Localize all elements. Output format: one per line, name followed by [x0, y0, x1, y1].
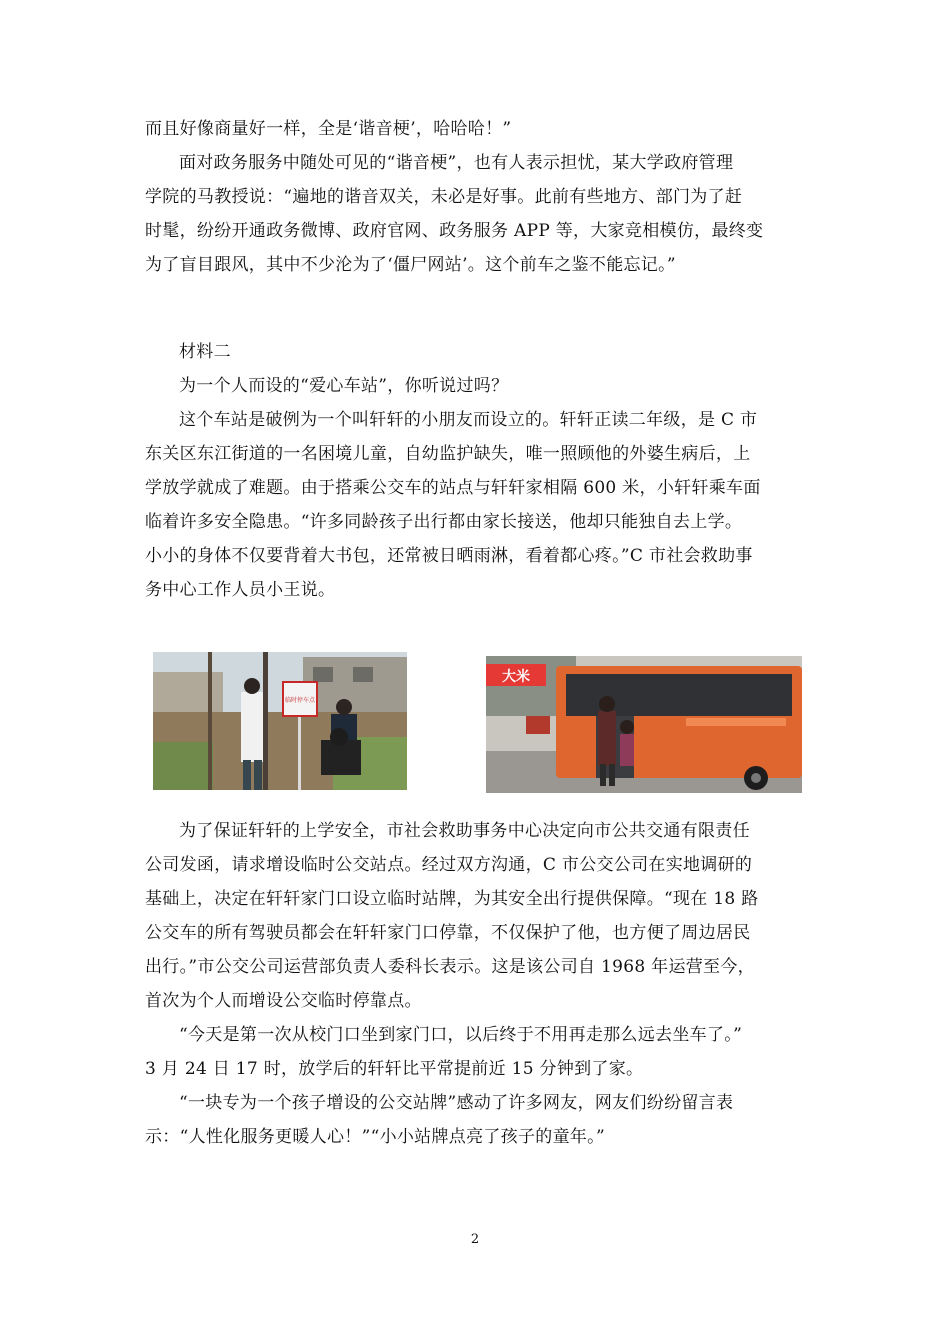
- page-number: 2: [470, 1232, 480, 1247]
- text-line: 公交车的所有驾驶员都会在轩轩家门口停靠，不仅保护了他，也方便了周边居民: [145, 923, 751, 943]
- text-line: 小小的身体不仅要背着大书包，还常被日晒雨淋，看着都心疼。”C 市社会救助事: [145, 546, 753, 566]
- text-line: 学放学就成了难题。由于搭乘公交车的站点与轩轩家相隔 600 米，小轩轩乘车面: [145, 478, 761, 498]
- text-line: 学院的马教授说：“遍地的谐音双关，未必是好事。此前有些地方、部门为了赶: [145, 187, 743, 207]
- photo-installing-sign: [153, 652, 407, 790]
- text-line: 为了盲目跟风，其中不少沦为了‘僵尸网站’。这个前车之鉴不能忘记。”: [145, 255, 676, 275]
- photo-installing-sign-drawing: [153, 652, 407, 790]
- bus-ad-logo: 大米: [502, 669, 530, 685]
- paragraph-block-1: [145, 112, 807, 282]
- text-line: “一块专为一个孩子增设的公交站牌”感动了许多网友，网友们纷纷留言表: [179, 1093, 734, 1113]
- text-line: 3 月 24 日 17 时，放学后的轩轩比平常提前近 15 分钟到了家。: [145, 1059, 644, 1079]
- text-line: 示：“人性化服务更暖人心！”“小小站牌点亮了孩子的童年。”: [145, 1127, 605, 1147]
- paragraph-block-2: [145, 335, 807, 607]
- text-line: 东关区东江街道的一名困境儿童，自幼监护缺失，唯一照顾他的外婆生病后，上: [145, 444, 751, 464]
- text-line: 为了保证轩轩的上学安全，市社会救助事务中心决定向市公共交通有限责任: [179, 821, 750, 841]
- text-line: 基础上，决定在轩轩家门口设立临时站牌，为其安全出行提供保障。“现在 18 路: [145, 889, 759, 909]
- paragraph-block-3: [145, 814, 807, 1154]
- text-line: “今天是第一次从校门口坐到家门口，以后终于不用再走那么远去坐车了。”: [179, 1025, 743, 1045]
- section-heading: 材料二: [179, 342, 231, 362]
- text-line: 面对政务服务中随处可见的“谐音梗”，也有人表示担忧，某大学政府管理: [179, 153, 734, 173]
- photo-bus-stop: [486, 656, 802, 793]
- text-line: 时髦，纷纷开通政务微博、政府官网、政务服务 APP 等，大家竞相模仿，最终变: [145, 221, 764, 241]
- photo-bus-stop-drawing: [486, 656, 802, 793]
- text-line: 公司发函，请求增设临时公交站点。经过双方沟通，C 市公交公司在实地调研的: [145, 855, 753, 875]
- text-line: 这个车站是破例为一个叫轩轩的小朋友而设立的。轩轩正读二年级，是 C 市: [179, 410, 758, 430]
- text-line: 而且好像商量好一样，全是‘谐音梗’，哈哈哈！”: [145, 119, 512, 139]
- text-line: 务中心工作人员小王说。: [145, 580, 336, 600]
- text-line: 首次为个人而增设公交临时停靠点。: [145, 991, 422, 1011]
- text-line: 临着许多安全隐患。“许多同龄孩子出行都由家长接送，他却只能独自去上学。: [145, 512, 743, 532]
- sign-label: 临时停车点: [284, 697, 316, 704]
- text-line: 为一个人而设的“爱心车站”，你听说过吗？: [179, 376, 509, 396]
- text-line: 出行。”市公交公司运营部负责人委科长表示。这是该公司自 1968 年运营至今，: [145, 957, 755, 977]
